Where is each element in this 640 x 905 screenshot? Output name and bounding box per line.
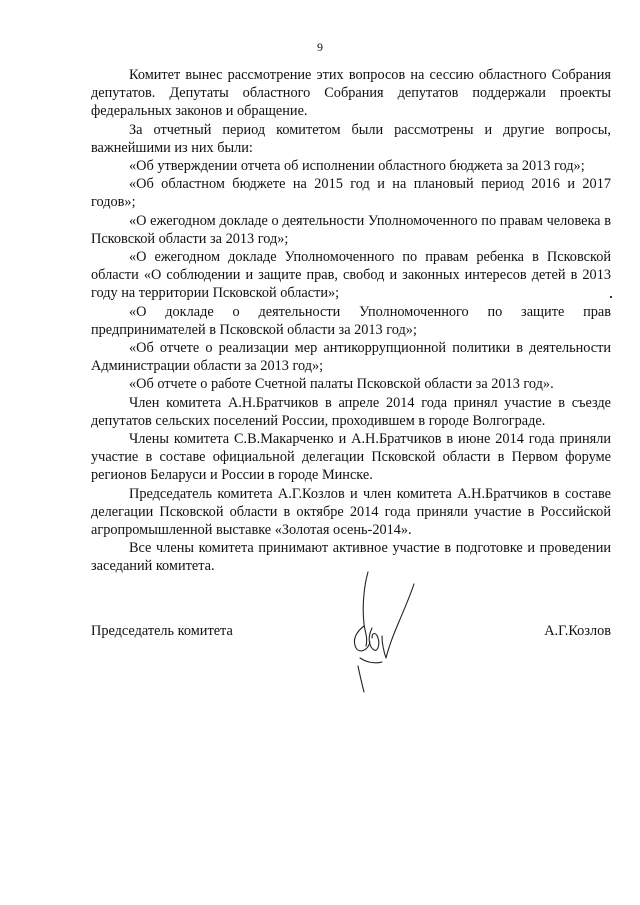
paragraph: Председатель комитета А.Г.Козлов и член комитета А.Н.Братчиков в составе делегации Псковской области в октябре 2014 года приняли участие в Российской агропромышленной выставке «Золотая осень-2014». (91, 485, 611, 539)
paragraph: Все члены комитета принимают активное участие в подготовке и проведении заседаний комитета. (91, 540, 611, 575)
list-item: «Об утверждении отчета об исполнении областного бюджета за 2013 год»; (129, 158, 585, 175)
paragraph: Комитет вынес рассмотрение этих вопросов на сессию областного Собрания депутатов. Депутаты областного Собрания депутатов поддержали проекты федеральных законов и обращение. (91, 67, 611, 120)
list-item: «О докладе о деятельности Уполномоченного по защите прав предпринимателей в Псковской области за 2013 год»; (91, 303, 611, 338)
list-item: «Об областном бюджете на 2015 год и на плановый период 2016 и 2017 годов»; (91, 176, 611, 211)
list-item: «Об отчете о работе Счетной палаты Псковской области за 2013 год». (129, 376, 554, 393)
document-body (91, 66, 611, 576)
scan-speck (610, 296, 612, 298)
signatory-title: Председатель комитета (91, 623, 233, 639)
signatory-name: А.Г.Козлов (544, 623, 611, 639)
list-item: «О ежегодном докладе о деятельности Уполномоченного по правам человека в Псковской области за 2013 год»; (91, 212, 611, 247)
paragraph: За отчетный период комитетом были рассмотрены и другие вопросы, важнейшими из них были: (91, 121, 611, 156)
list-item: «О ежегодном докладе Уполномоченного по правам ребенка в Псковской области «О соблюдении и защите прав, свобод и законных интересов детей в 2013 году на территории Псковской области»; (91, 249, 611, 302)
paragraph: Члены комитета С.В.Макарченко и А.Н.Братчиков в июне 2014 года приняли участие в составе официальной делегации Псковской области в Первом форуме регионов Беларуси и России в городе Минске. (91, 431, 611, 484)
handwritten-signature (338, 566, 418, 696)
list-item: «Об отчете о реализации мер антикоррупционной политики в деятельности Администрации области за 2013 год»; (91, 340, 611, 375)
page-number: 9 (317, 40, 323, 54)
paragraph: Член комитета А.Н.Братчиков в апреле 2014 года принял участие в съезде депутатов сельских поселений России, проходившем в городе Волгограде. (91, 394, 611, 429)
